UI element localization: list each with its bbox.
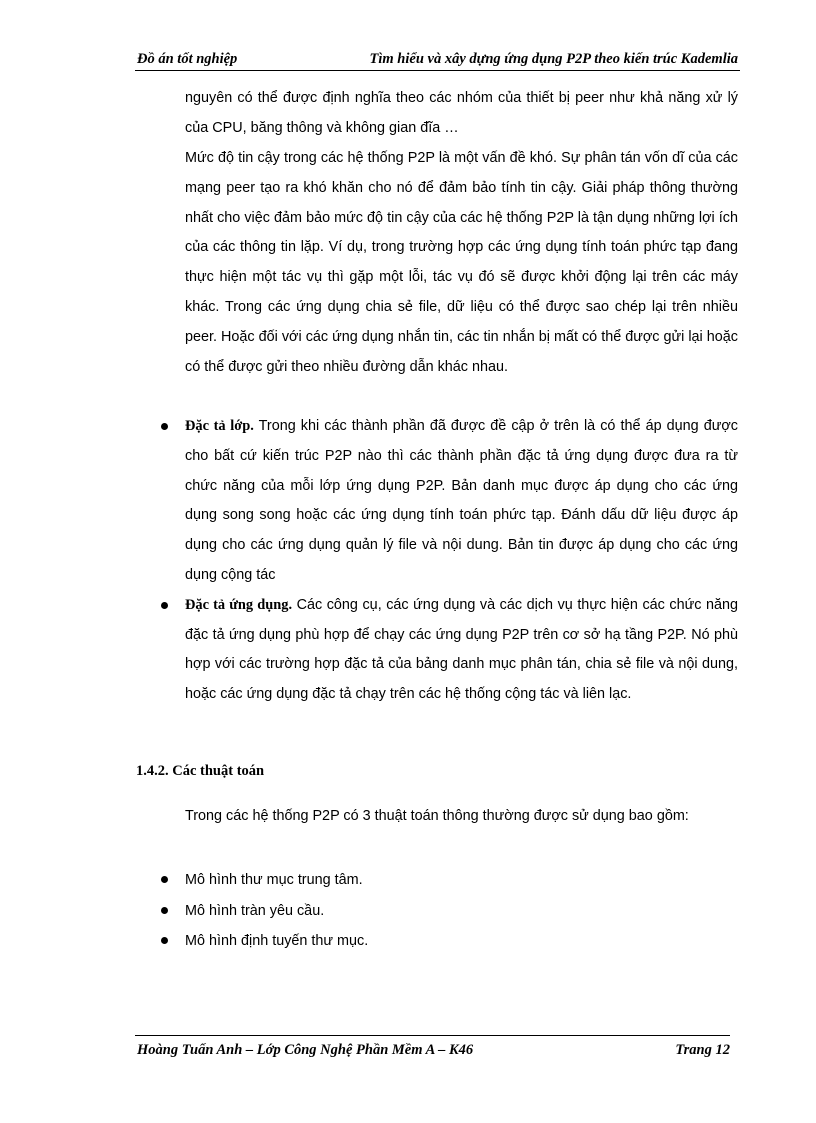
list-item: [185, 591, 738, 710]
list-item: [185, 926, 368, 957]
bullet-text: Trong khi các thành phần đã được đề cập ở trên là có thể áp dụng được cho bất cứ kiến trúc P2P nào thì các thành phần đặc tả ứng dụng được đưa ra từ chức năng của mỗi lớp ứng dụng P2P. Bản danh mục được áp dụng cho các ứng dụng song song hoặc các ứng dụng tính toán phức tạp. Đánh dấu dữ liệu được áp dụng cho các ứng dụng quản lý file và nội dung. Bản tin được áp dụng cho các ứng dụng cộng tác: [185, 418, 738, 583]
spec-bullet-list: [185, 412, 738, 710]
list-item: [185, 412, 738, 591]
section-intro: Trong các hệ thống P2P có 3 thuật toán thông thường được sử dụng bao gồm:: [185, 808, 689, 824]
bullet-term: Đặc tả lớp.: [185, 418, 254, 434]
paragraph-reliability: Mức độ tin cậy trong các hệ thống P2P là một vấn đề khó. Sự phân tán vốn dĩ của các mạng peer tạo ra khó khăn cho nó để đảm bảo tính tin cậy. Giải pháp thông thường nhất cho việc đảm bảo mức độ tin cậy của các hệ thống P2P là tận dụng những lợi ích của các thông tin lặp. Ví dụ, trong trường hợp các ứng dụng tính toán phức tạp đang thực hiện một tác vụ thì gặp một lỗi, tác vụ đó sẽ được khởi động lại trên các máy khác. Trong các ứng dụng chia sẻ file, dữ liệu có thể được sao chép lại trên nhiều peer. Hoặc đối với các ứng dụng nhắn tin, các tin nhắn bị mất có thể được gửi lại hoặc có thể được gửi theo nhiều đường dẫn khác nhau.: [185, 150, 738, 375]
list-item: [185, 896, 368, 927]
page-number: Trang 12: [675, 1042, 730, 1058]
header-left-title: Đồ án tốt nghiệp: [137, 51, 238, 67]
bullet-icon: [161, 907, 168, 914]
bullet-text: Các công cụ, các ứng dụng và các dịch vụ thực hiện các chức năng đặc tả ứng dụng phù hợp để chạy các ứng dụng P2P trên cơ sở hạ tầng P2P. Nó phù hợp với các trường hợp đặc tả của bảng danh mục phân tán, chia sẻ file và nội dung, hoặc các ứng dụng đặc tả chạy trên các hệ thống cộng tác và liên lạc.: [185, 596, 738, 703]
bullet-icon: [161, 876, 168, 883]
page-footer: [135, 1035, 730, 1058]
bullet-icon: [161, 423, 168, 430]
list-item: [185, 865, 368, 896]
bullet-icon: [161, 602, 168, 609]
bullet-term: Đặc tả ứng dụng.: [185, 596, 293, 613]
list-item-text: Mô hình tràn yêu cầu.: [185, 902, 325, 919]
list-item-text: Mô hình định tuyến thư mục.: [185, 933, 369, 949]
paragraph-resources: nguyên có thể được định nghĩa theo các nhóm của thiết bị peer như khả năng xử lý của CPU, băng thông và không gian đĩa …: [185, 90, 738, 136]
section-heading: 1.4.2. Các thuật toán: [136, 763, 265, 779]
footer-author: Hoàng Tuấn Anh – Lớp Công Nghệ Phần Mềm A – K46: [137, 1042, 474, 1058]
header-right-title: Tìm hiểu và xây dựng ứng dụng P2P theo kiến trúc Kademlia: [369, 51, 738, 67]
bullet-icon: [161, 937, 168, 944]
list-item-text: Mô hình thư mục trung tâm.: [185, 872, 363, 888]
page-header: [135, 50, 740, 71]
algorithm-list: [185, 865, 368, 957]
